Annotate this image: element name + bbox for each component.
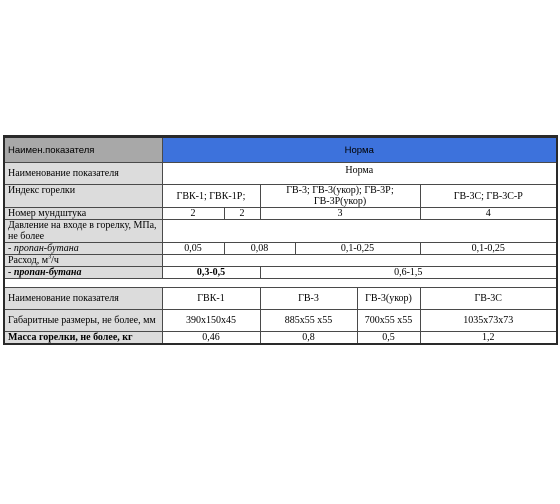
pressure-fuel-row (4, 243, 557, 255)
name-value: Норма (162, 163, 557, 185)
pressure-fuel-label: - пропан-бутана (4, 243, 162, 255)
nozzle-value: 4 (420, 208, 557, 220)
nozzle-value: 2 (224, 208, 260, 220)
specs-sheet (3, 135, 556, 345)
model-name: ГВ-3 (260, 288, 357, 310)
dims-value: 700x55 x55 (357, 310, 420, 332)
mass-value: 0,46 (162, 332, 260, 345)
nozzle-value: 3 (260, 208, 420, 220)
index-value: ГВ-3; ГВ-3(укор); ГВ-3Р; ГВ-3Р(укор) (260, 185, 420, 208)
dims-label: Габаритные размеры, не более, мм (4, 310, 162, 332)
mass-value: 0,5 (357, 332, 420, 345)
models-row (4, 288, 557, 310)
dims-value: 1035x73x73 (420, 310, 557, 332)
mass-value: 0,8 (260, 332, 357, 345)
specs-table (3, 135, 558, 345)
header-row (4, 137, 557, 163)
index-value: ГВК-1; ГВК-1Р; (162, 185, 260, 208)
mass-value: 1,2 (420, 332, 557, 345)
flow-value: 0,3-0,5 (162, 267, 260, 279)
mass-row (4, 332, 557, 345)
flow-row (4, 255, 557, 267)
nozzle-label: Номер мундштука (4, 208, 162, 220)
flow-fuel-label: - пропан-бутана (4, 267, 162, 279)
flow-blank (162, 255, 557, 267)
mass-label: Масса горелки, не более, кг (4, 332, 162, 345)
dims-row (4, 310, 557, 332)
nozzle-row (4, 208, 557, 220)
pressure-row (4, 220, 557, 243)
name-row (4, 163, 557, 185)
pressure-value: 0,1-0,25 (295, 243, 420, 255)
model-name: ГВ-3(укор) (357, 288, 420, 310)
index-row (4, 185, 557, 208)
header-param: Наимен.показателя (4, 137, 162, 163)
nozzle-value: 2 (162, 208, 224, 220)
flow-fuel-row (4, 267, 557, 279)
pressure-value: 0,08 (224, 243, 295, 255)
model-name: ГВ-3С (420, 288, 557, 310)
pressure-blank (162, 220, 557, 243)
name-label: Наименование показателя (4, 163, 162, 185)
flow-value: 0,6-1,5 (260, 267, 557, 279)
index-label: Индекс горелки (4, 185, 162, 208)
model-name: ГВК-1 (162, 288, 260, 310)
models-label: Наименование показателя (4, 288, 162, 310)
pressure-value: 0,1-0,25 (420, 243, 557, 255)
header-norm: Норма (162, 137, 557, 163)
flow-label: Расход, $м^3/ч$ (4, 255, 162, 267)
dims-value: 885x55 x55 (260, 310, 357, 332)
pressure-value: 0,05 (162, 243, 224, 255)
table-gap (4, 279, 557, 288)
index-value: ГВ-3С; ГВ-3С-Р (420, 185, 557, 208)
pressure-label: Давление на входе в горелку, МПа, не более (4, 220, 162, 243)
dims-value: 390x150x45 (162, 310, 260, 332)
